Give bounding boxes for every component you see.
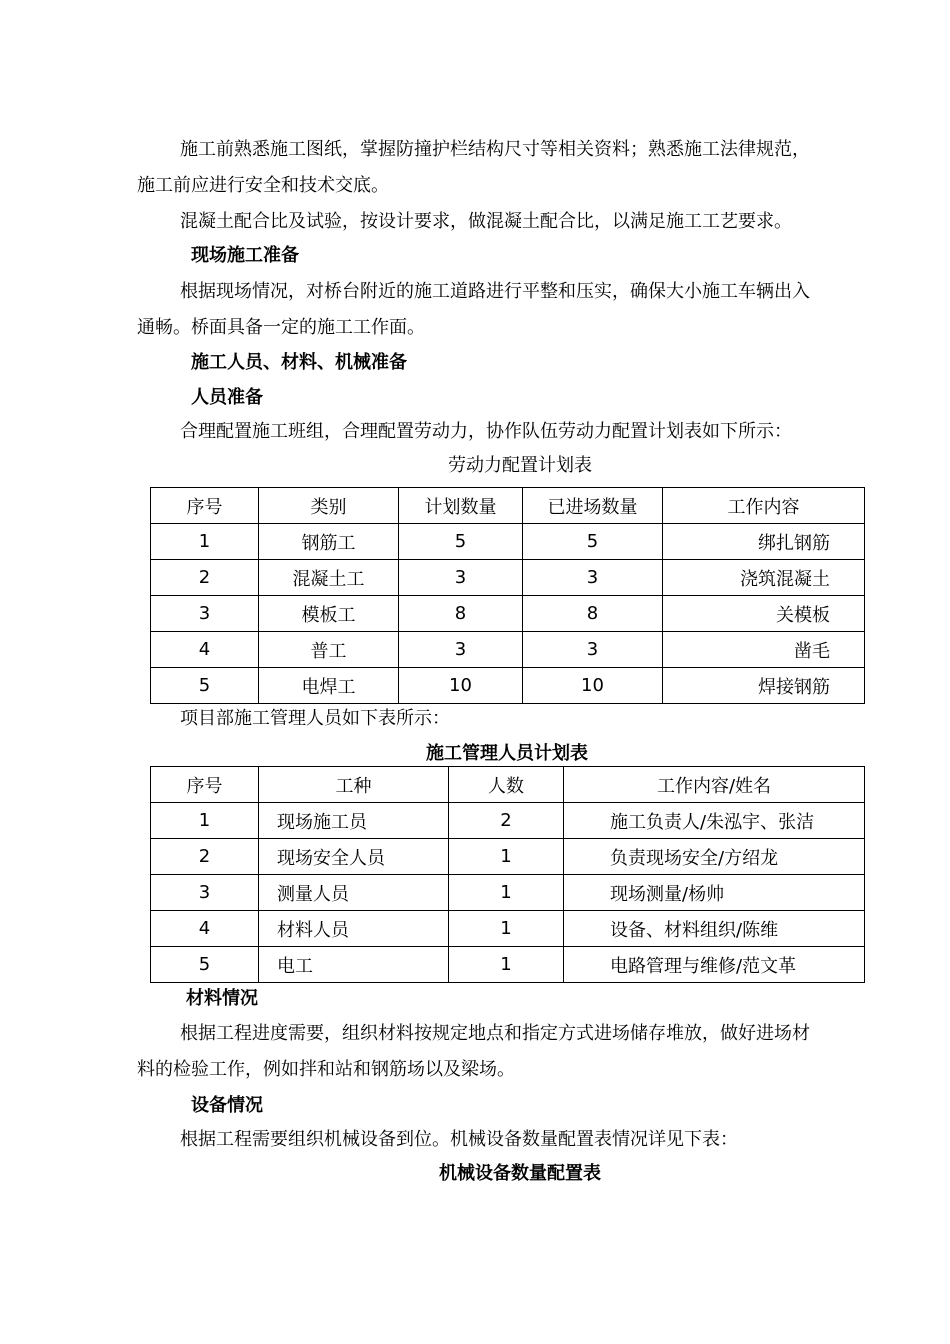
table-cell: 5 — [151, 947, 259, 983]
heading-equipment: 设备情况 — [191, 1095, 263, 1116]
column-header: 人数 — [449, 767, 564, 803]
table-cell: 模板工 — [259, 596, 399, 632]
labor-table-title: 劳动力配置计划表 — [448, 455, 592, 476]
table-cell: 现场安全人员 — [259, 839, 449, 875]
table-cell: 1 — [449, 839, 564, 875]
table-cell: 2 — [449, 803, 564, 839]
table-cell: 设备、材料组织/陈维 — [564, 911, 865, 947]
table-cell: 3 — [151, 875, 259, 911]
table-cell: 测量人员 — [259, 875, 449, 911]
table-cell: 1 — [151, 524, 259, 560]
table-row — [151, 875, 865, 911]
text-line: 根据工程进度需要，组织材料按规定地点和指定方式进场储存堆放，做好进场材 — [180, 1023, 810, 1044]
management-table-title: 施工管理人员计划表 — [426, 743, 588, 764]
paragraph-concrete-mix: 混凝土配合比及试验，按设计要求，做混凝土配合比，以满足施工工艺要求。 — [180, 211, 792, 232]
table-cell: 施工负责人/朱泓宇、张洁 — [564, 803, 865, 839]
table-row — [151, 911, 865, 947]
table-cell: 8 — [399, 596, 523, 632]
table-cell: 4 — [151, 632, 259, 668]
text-line: 通畅。桥面具备一定的施工工作面。 — [137, 317, 425, 338]
paragraph-labor-intro: 合理配置施工班组，合理配置劳动力，协作队伍劳动力配置计划表如下所示： — [180, 421, 792, 442]
text-line: 料的检验工作，例如拌和站和钢筋场以及梁场。 — [137, 1059, 515, 1080]
column-header: 序号 — [151, 488, 259, 524]
table-cell: 负责现场安全/方绍龙 — [564, 839, 865, 875]
table-cell: 钢筋工 — [259, 524, 399, 560]
table-cell: 电焊工 — [259, 668, 399, 704]
table-cell: 关模板 — [663, 596, 865, 632]
table-cell: 5 — [523, 524, 663, 560]
table-cell: 现场施工员 — [259, 803, 449, 839]
table-row — [151, 560, 865, 596]
table-cell: 材料人员 — [259, 911, 449, 947]
table-row — [151, 632, 865, 668]
column-header: 计划数量 — [399, 488, 523, 524]
table-cell: 电路管理与维修/范文革 — [564, 947, 865, 983]
text-line: 施工前应进行安全和技术交底。 — [137, 175, 389, 196]
table-cell: 3 — [151, 596, 259, 632]
table-cell: 混凝土工 — [259, 560, 399, 596]
table-cell: 5 — [399, 524, 523, 560]
table-cell: 电工 — [259, 947, 449, 983]
table-header-row — [151, 767, 865, 803]
table-row — [151, 524, 865, 560]
table-cell: 10 — [523, 668, 663, 704]
table-cell: 1 — [449, 911, 564, 947]
text-line: 施工前熟悉施工图纸，掌握防撞护栏结构尺寸等相关资料；熟悉施工法律规范， — [180, 139, 810, 160]
heading-personnel-preparation: 人员准备 — [191, 387, 263, 408]
table-header-row — [151, 488, 865, 524]
table-cell: 4 — [151, 911, 259, 947]
heading-site-preparation: 现场施工准备 — [191, 245, 299, 266]
table-cell: 2 — [151, 560, 259, 596]
table-cell: 5 — [151, 668, 259, 704]
paragraph-equipment: 根据工程需要组织机械设备到位。机械设备数量配置表情况详见下表： — [180, 1129, 738, 1150]
table-cell: 焊接钢筋 — [663, 668, 865, 704]
paragraph-management-intro: 项目部施工管理人员如下表所示： — [180, 708, 450, 729]
column-header: 工作内容/姓名 — [564, 767, 865, 803]
table-row — [151, 839, 865, 875]
table-cell: 10 — [399, 668, 523, 704]
table-cell: 凿毛 — [663, 632, 865, 668]
table-cell: 3 — [523, 560, 663, 596]
heading-materials: 材料情况 — [186, 988, 258, 1009]
column-header: 序号 — [151, 767, 259, 803]
text-line: 根据现场情况，对桥台附近的施工道路进行平整和压实，确保大小施工车辆出入 — [180, 281, 810, 302]
table-cell: 3 — [399, 560, 523, 596]
table-cell: 现场测量/杨帅 — [564, 875, 865, 911]
table-row — [151, 668, 865, 704]
column-header: 工作内容 — [663, 488, 865, 524]
management-table — [150, 766, 865, 983]
table-cell: 8 — [523, 596, 663, 632]
column-header: 已进场数量 — [523, 488, 663, 524]
table-cell: 3 — [523, 632, 663, 668]
table-cell: 1 — [449, 947, 564, 983]
table-cell: 绑扎钢筋 — [663, 524, 865, 560]
labor-table — [150, 487, 865, 704]
table-row — [151, 596, 865, 632]
table-cell: 3 — [399, 632, 523, 668]
column-header: 工种 — [259, 767, 449, 803]
equipment-table-title: 机械设备数量配置表 — [439, 1163, 601, 1184]
table-cell: 浇筑混凝土 — [663, 560, 865, 596]
table-cell: 1 — [151, 803, 259, 839]
table-row — [151, 947, 865, 983]
heading-personnel-material-machinery: 施工人员、材料、机械准备 — [191, 352, 407, 373]
table-cell: 普工 — [259, 632, 399, 668]
column-header: 类别 — [259, 488, 399, 524]
table-row — [151, 803, 865, 839]
table-cell: 2 — [151, 839, 259, 875]
table-cell: 1 — [449, 875, 564, 911]
